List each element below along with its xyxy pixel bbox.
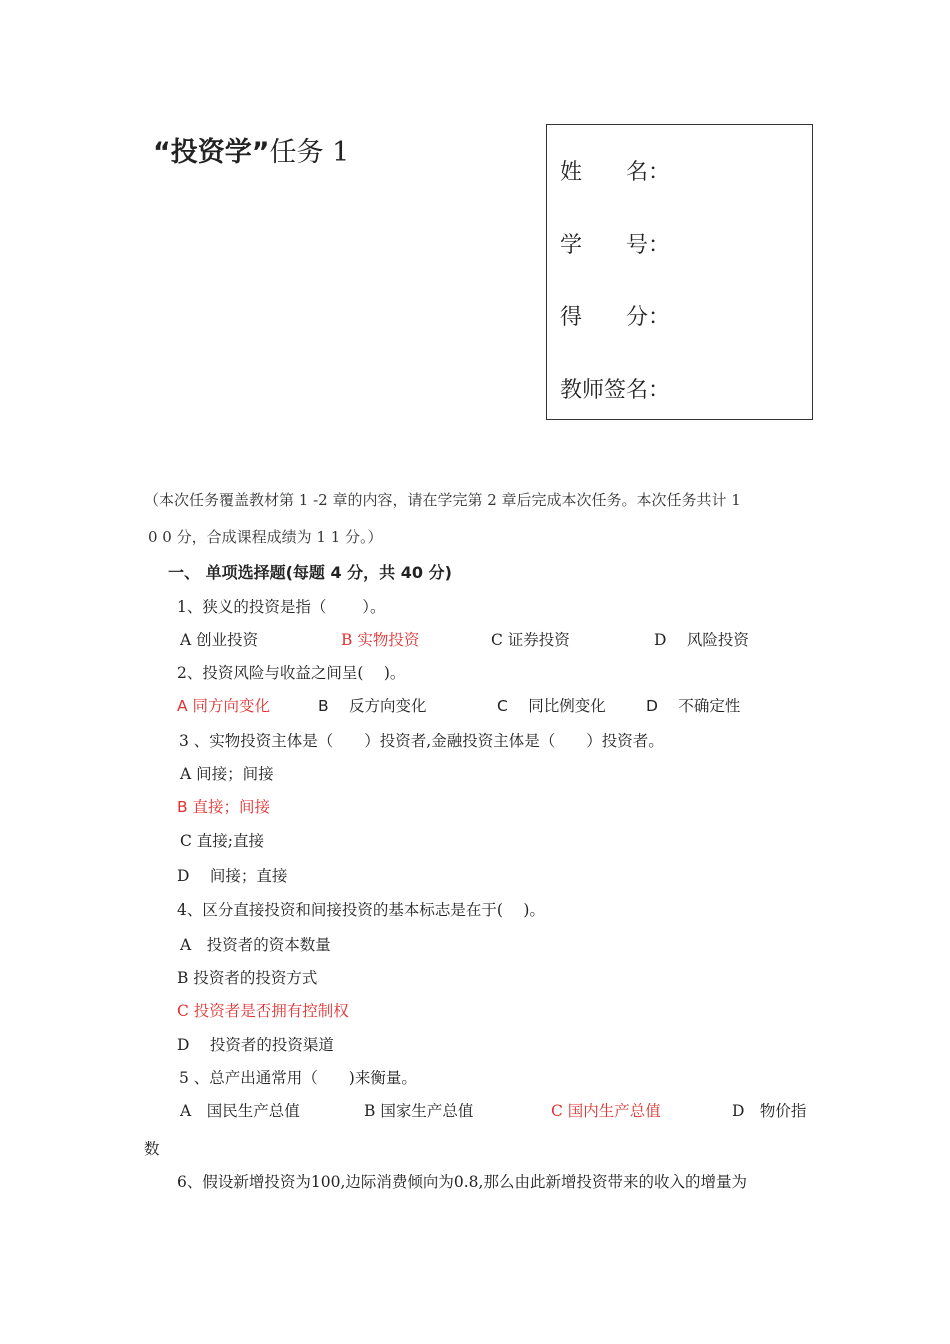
q5-option-c: C 国内生产总值 — [551, 1102, 661, 1120]
score-label: 得 分： — [560, 305, 671, 330]
question-2: 2、投资风险与收益之间呈( )。 — [177, 664, 406, 682]
q1-option-a: A 创业投资 — [180, 631, 259, 649]
question-5: 5 、总产出通常用（ )来衡量。 — [179, 1069, 417, 1087]
title-suffix: 任务 1 — [269, 137, 350, 168]
q5-option-d-continued: 数 — [144, 1140, 160, 1158]
q4-option-d: D 投资者的投资渠道 — [177, 1036, 334, 1054]
q1-option-b: B 实物投资 — [341, 631, 420, 649]
question-3: 3 、实物投资主体是（ ）投资者,金融投资主体是（ ）投资者。 — [179, 732, 664, 750]
q2-option-a: A 同方向变化 — [177, 697, 271, 715]
q3-option-c: C 直接;直接 — [180, 832, 265, 850]
student-info-box — [546, 124, 813, 420]
q5-option-d: D 物价指 — [732, 1102, 807, 1120]
name-label: 姓 名： — [560, 160, 671, 185]
question-6: 6、假设新增投资为100,边际消费倾向为0.8,那么由此新增投资带来的收入的增量为 — [177, 1173, 747, 1191]
q4-option-b: B 投资者的投资方式 — [177, 969, 318, 987]
q3-option-d: D 间接；直接 — [177, 867, 288, 885]
q3-option-a: A 间接；间接 — [180, 765, 274, 783]
q2-option-c: C 同比例变化 — [497, 697, 606, 715]
q1-option-d: D 风险投资 — [654, 631, 749, 649]
title-quoted: “投资学” — [153, 137, 270, 168]
task-note-line1: （本次任务覆盖教材第 1 -2 章的内容，请在学完第 2 章后完成本次任务。本次任务共计 1 — [144, 491, 741, 509]
question-4: 4、区分直接投资和间接投资的基本标志是在于( )。 — [177, 901, 545, 919]
q2-option-b: B 反方向变化 — [318, 697, 427, 715]
teacher-signature-label: 教师签名： — [560, 378, 671, 403]
q3-option-b: B 直接；间接 — [177, 798, 271, 816]
q2-option-d: D 不确定性 — [646, 697, 741, 715]
q4-option-a: A 投资者的资本数量 — [180, 936, 331, 954]
student-id-label: 学 号： — [560, 233, 671, 258]
q4-option-c: C 投资者是否拥有控制权 — [177, 1002, 349, 1020]
q5-option-a: A 国民生产总值 — [180, 1102, 300, 1120]
section-heading: 一、 单项选择题(每题 4 分，共 40 分) — [168, 563, 452, 582]
question-1: 1、狭义的投资是指（ ）。 — [177, 598, 386, 616]
page-title — [153, 130, 349, 169]
q5-option-b: B 国家生产总值 — [364, 1102, 474, 1120]
task-note-line2: 0 0 分，合成课程成绩为 1 1 分。） — [148, 528, 383, 546]
q1-option-c: C 证券投资 — [491, 631, 570, 649]
